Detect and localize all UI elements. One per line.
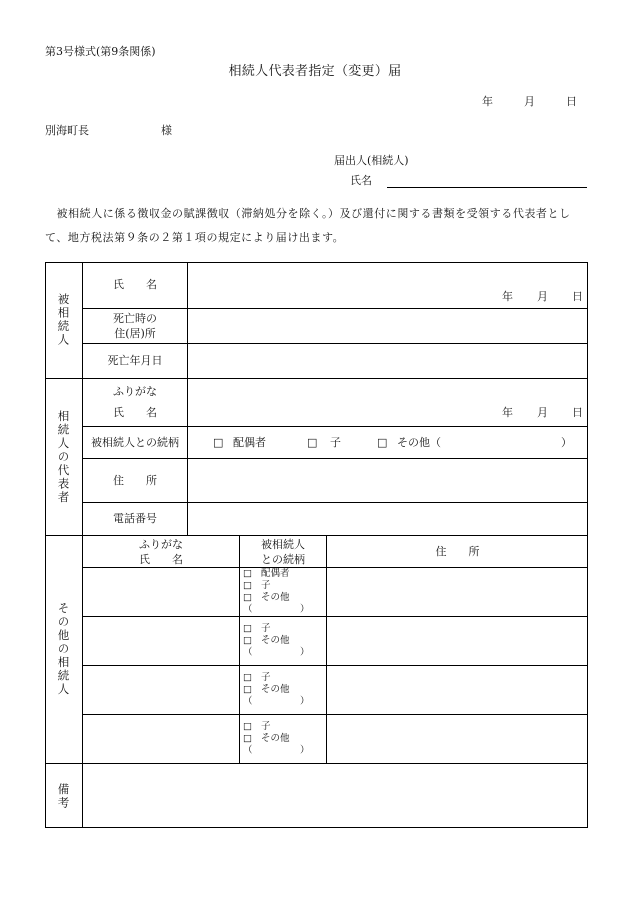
applicant-name-label: 氏名 [350,174,372,187]
other-relationship-blank[interactable]: （ ） [243,696,310,707]
header-name: 氏 名 [139,552,183,566]
option-other-close: ） [561,436,572,449]
checkbox[interactable]: □ [243,721,252,732]
option-label: 子 [261,721,271,732]
decedent-address-label-line1: 死亡時の [113,312,157,325]
option-child-label: 子 [330,436,341,449]
furigana-label: ふりがな [113,385,157,398]
heir-address-field[interactable] [327,666,588,714]
header-relationship-line1: 被相続人 [261,537,305,551]
death-date-row [83,344,588,378]
other-relationship-blank[interactable]: （ ） [243,745,310,756]
relationship-row [83,427,588,459]
remarks-field[interactable] [83,764,588,828]
relationship-option [243,580,326,592]
checkbox[interactable]: □ [243,672,252,683]
form-table [45,262,588,828]
option-spouse-label: 配偶者 [233,436,266,449]
relationship-label: 被相続人との続柄 [91,435,179,449]
relationship-option [243,684,326,696]
label-cell [83,262,188,308]
checkbox[interactable]: □ [243,592,252,603]
other-heirs-section [45,536,588,764]
label-cell [83,503,188,535]
decedent-address-field[interactable] [188,309,588,343]
phone-label: 電話番号 [113,512,157,525]
birth-month-label: 月 [537,290,548,303]
checkbox[interactable]: □ [243,568,252,579]
heir-name-field[interactable] [83,666,240,714]
other-relationship-blank[interactable]: （ ） [243,604,310,615]
section-label-cell [45,379,83,535]
header-furigana: ふりがな [139,537,183,551]
checkbox[interactable]: □ [377,436,388,449]
birth-year-label: 年 [502,290,513,303]
checkbox[interactable]: □ [243,580,252,591]
heir-relationship-cell [240,666,327,714]
decedent-name-label: 氏 名 [113,278,157,291]
relationship-options [188,427,588,458]
applicant-name-field[interactable] [387,187,587,188]
option-label: その他 [261,733,290,744]
decedent-section [45,262,588,379]
option-label: 子 [261,672,271,683]
representative-name-label: 氏 名 [113,406,157,419]
label-cell [83,379,188,426]
representative-address-label: 住 所 [113,473,157,487]
decedent-address-row [83,309,588,344]
addressee-honorific: 様 [161,124,172,137]
checkbox[interactable]: □ [213,436,224,449]
submission-day-label: 日 [566,95,577,108]
other-heir-row [83,715,588,763]
representative-section-label: 相続人の代表者 [56,409,71,505]
option-label: 子 [261,623,271,634]
other-relationship-blank[interactable]: （ ） [243,647,310,658]
decedent-name-row [83,262,588,309]
header-relationship-line2: との続柄 [261,552,305,566]
other-heirs-header-row [83,536,588,568]
heir-address-field[interactable] [327,715,588,763]
body-text-line: 被相続人に係る徴収金の賦課徴収（滞納処分を除く。）及び還付に関する書類を受領する代表者とし [45,207,571,220]
submission-month-label: 月 [524,95,535,108]
submission-year-label: 年 [482,95,493,108]
remarks-section [45,764,588,828]
checkbox[interactable]: □ [243,684,252,695]
option-label: その他 [261,592,290,603]
remarks-section-label: 備考 [56,782,71,810]
checkbox[interactable]: □ [243,635,252,646]
label-cell [83,309,188,343]
option-label: その他 [261,684,290,695]
phone-field[interactable] [188,503,588,535]
other-heirs-section-label: その他の相続人 [56,602,71,697]
birth-month-label: 月 [537,406,548,419]
representative-address-field[interactable] [188,459,588,502]
heir-address-field[interactable] [327,617,588,665]
representative-name-row [83,379,588,427]
section-label-cell [45,262,83,378]
birth-day-label: 日 [572,406,583,419]
form-number: 第3号様式(第9条関係) [45,45,156,58]
header-address: 住 所 [435,545,480,558]
form-title: 相続人代表者指定（変更）届 [228,64,402,79]
body-text-line: て、地方税法第９条の２第１項の規定により届け出ます。 [45,231,345,244]
other-heir-row [83,568,588,617]
decedent-section-label: 被相続人 [56,293,71,347]
representative-section [45,379,588,536]
option-label: その他 [261,635,290,646]
other-heir-row [83,666,588,715]
section-label-cell [45,764,83,828]
heir-relationship-cell [240,568,327,616]
checkbox[interactable]: □ [243,733,252,744]
label-cell [83,344,188,378]
heir-name-field[interactable] [83,568,240,616]
checkbox[interactable]: □ [307,436,318,449]
heir-name-field[interactable] [83,715,240,763]
representative-name-field[interactable] [188,379,588,426]
heir-name-field[interactable] [83,617,240,665]
relationship-option [243,623,326,635]
heir-relationship-cell [240,715,327,763]
relationship-option [243,721,326,733]
option-label: 子 [261,580,271,591]
addressee-name: 別海町長 [45,124,89,137]
heir-relationship-cell [240,617,327,665]
section-label-cell [45,536,83,763]
label-cell [83,427,188,458]
option-label: 配偶者 [261,568,290,579]
death-date-label: 死亡年月日 [107,354,163,367]
header-address-cell [327,536,588,567]
birth-day-label: 日 [572,290,583,303]
label-cell [83,459,188,502]
birth-year-label: 年 [502,406,513,419]
representative-address-row [83,459,588,503]
relationship-option [243,592,326,604]
heir-address-field[interactable] [327,568,588,616]
phone-row [83,503,588,535]
option-other-label: その他（ [397,436,441,449]
applicant-label: 届出人(相続人) [334,154,409,167]
relationship-option [243,672,326,684]
decedent-name-field[interactable] [188,262,588,308]
other-heir-row [83,617,588,666]
decedent-address-label-line2: 住(居)所 [114,327,156,340]
checkbox[interactable]: □ [243,623,252,634]
death-date-field[interactable] [188,344,588,378]
relationship-option [243,568,326,580]
header-relationship-cell [240,536,327,567]
relationship-option [243,635,326,647]
header-name-cell [83,536,240,567]
relationship-option [243,733,326,745]
